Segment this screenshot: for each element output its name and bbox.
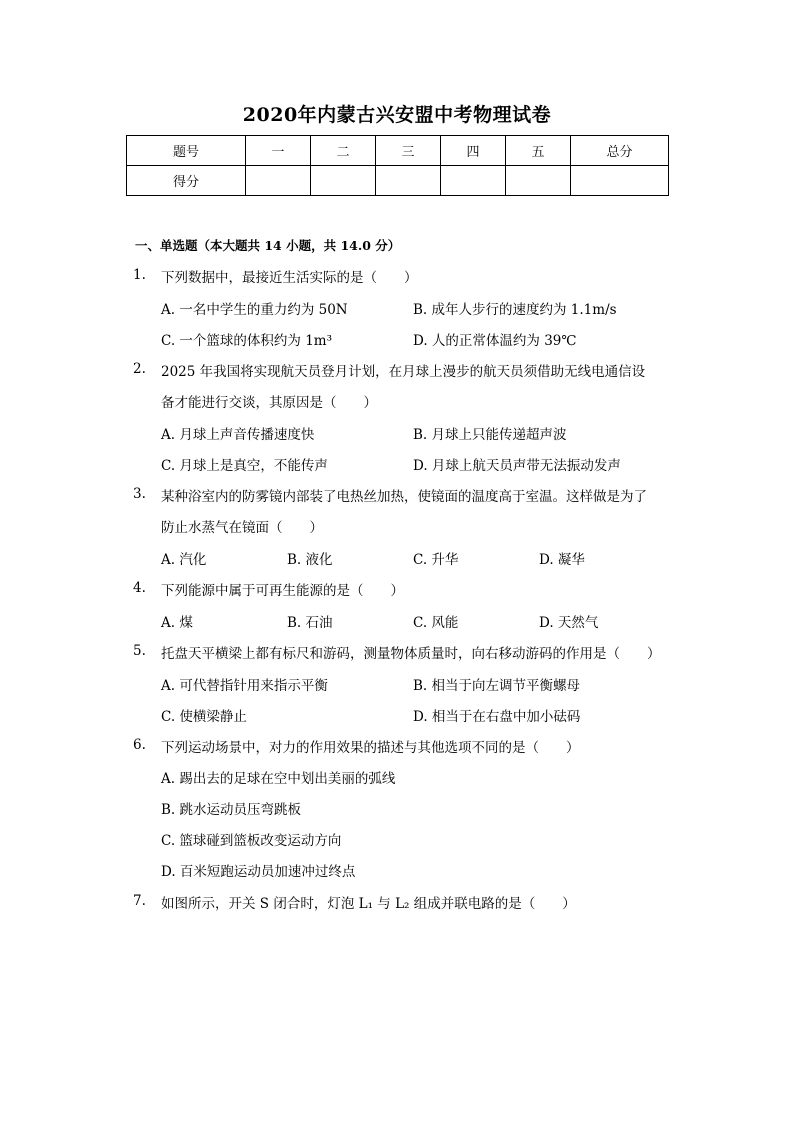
- score-cell: [376, 166, 441, 196]
- score-header-cell: 一: [246, 136, 311, 166]
- section-heading: 一、单选题（本大题共 14 小题，共 14.0 分）: [135, 238, 401, 253]
- score-header-cell: 总分: [571, 136, 669, 166]
- option-a: A. 可代替指针用来指示平衡: [161, 678, 328, 694]
- option-a: A. 月球上声音传播速度快: [161, 427, 315, 443]
- question-text: 下列运动场景中，对力的作用效果的描述与其他选项不同的是（ ）: [161, 740, 580, 756]
- option-d: D. 相当于在右盘中加小砝码: [413, 709, 581, 725]
- score-cell: [571, 166, 669, 196]
- score-header-cell: 四: [441, 136, 506, 166]
- option-a: A. 汽化: [161, 552, 207, 568]
- question-number: 3.: [133, 486, 146, 502]
- option-b: B. 跳水运动员压弯跳板: [161, 802, 302, 818]
- question-text: 下列数据中，最接近生活实际的是（ ）: [161, 270, 418, 286]
- option-c: C. 升华: [413, 552, 459, 568]
- option-b: B. 相当于向左调节平衡螺母: [413, 678, 581, 694]
- option-c: C. 风能: [413, 615, 459, 631]
- option-b: B. 月球上只能传递超声波: [413, 427, 567, 443]
- question-number: 7.: [133, 893, 146, 909]
- option-a: A. 一名中学生的重力约为 50N: [161, 302, 348, 318]
- option-d: D. 凝华: [539, 552, 585, 568]
- question-number: 1.: [133, 267, 146, 283]
- option-a: A. 煤: [161, 615, 193, 631]
- question-text: 备才能进行交谈，其原因是（ ）: [161, 395, 377, 411]
- score-row-label: 得分: [127, 166, 246, 196]
- question-text: 托盘天平横梁上都有标尺和游码，测量物体质量时，向右移动游码的作用是（ ）: [161, 646, 661, 662]
- score-cell: [506, 166, 571, 196]
- question-text: 某种浴室内的防雾镜内部装了电热丝加热，使镜面的温度高于室温。这样做是为了: [161, 489, 647, 505]
- option-d: D. 天然气: [539, 615, 599, 631]
- option-d: D. 人的正常体温约为 39℃: [413, 333, 577, 349]
- question-number: 2.: [133, 361, 146, 377]
- score-cell: [311, 166, 376, 196]
- question-text: 2025 年我国将实现航天员登月计划，在月球上漫步的航天员须借助无线电通信设: [161, 364, 646, 380]
- score-table: [126, 135, 669, 196]
- exam-title: 2020年内蒙古兴安盟中考物理试卷: [242, 104, 552, 126]
- score-header-cell: 三: [376, 136, 441, 166]
- option-b: B. 石油: [287, 615, 333, 631]
- score-header-cell: 二: [311, 136, 376, 166]
- option-a: A. 踢出去的足球在空中划出美丽的弧线: [161, 771, 396, 787]
- question-number: 6.: [133, 737, 146, 753]
- score-table-score-row: [127, 166, 669, 196]
- option-b: B. 液化: [287, 552, 333, 568]
- option-c: C. 一个篮球的体积约为 1m³: [161, 333, 333, 349]
- score-table-header-row: [127, 136, 669, 166]
- score-cell: [441, 166, 506, 196]
- option-c: C. 使横梁静止: [161, 709, 247, 725]
- option-c: C. 篮球碰到篮板改变运动方向: [161, 833, 342, 849]
- option-d: D. 月球上航天员声带无法振动发声: [413, 458, 621, 474]
- question-number: 4.: [133, 580, 146, 596]
- score-cell: [246, 166, 311, 196]
- question-text: 防止水蒸气在镜面（ ）: [161, 520, 323, 536]
- option-c: C. 月球上是真空，不能传声: [161, 458, 328, 474]
- question-text: 如图所示，开关 S 闭合时，灯泡 L₁ 与 L₂ 组成并联电路的是（ ）: [161, 896, 576, 912]
- option-d: D. 百米短跑运动员加速冲过终点: [161, 864, 356, 880]
- score-header-cell: 五: [506, 136, 571, 166]
- score-header-cell: 题号: [127, 136, 246, 166]
- question-text: 下列能源中属于可再生能源的是（ ）: [161, 583, 404, 599]
- option-b: B. 成年人步行的速度约为 1.1m/s: [413, 302, 617, 318]
- question-number: 5.: [133, 643, 146, 659]
